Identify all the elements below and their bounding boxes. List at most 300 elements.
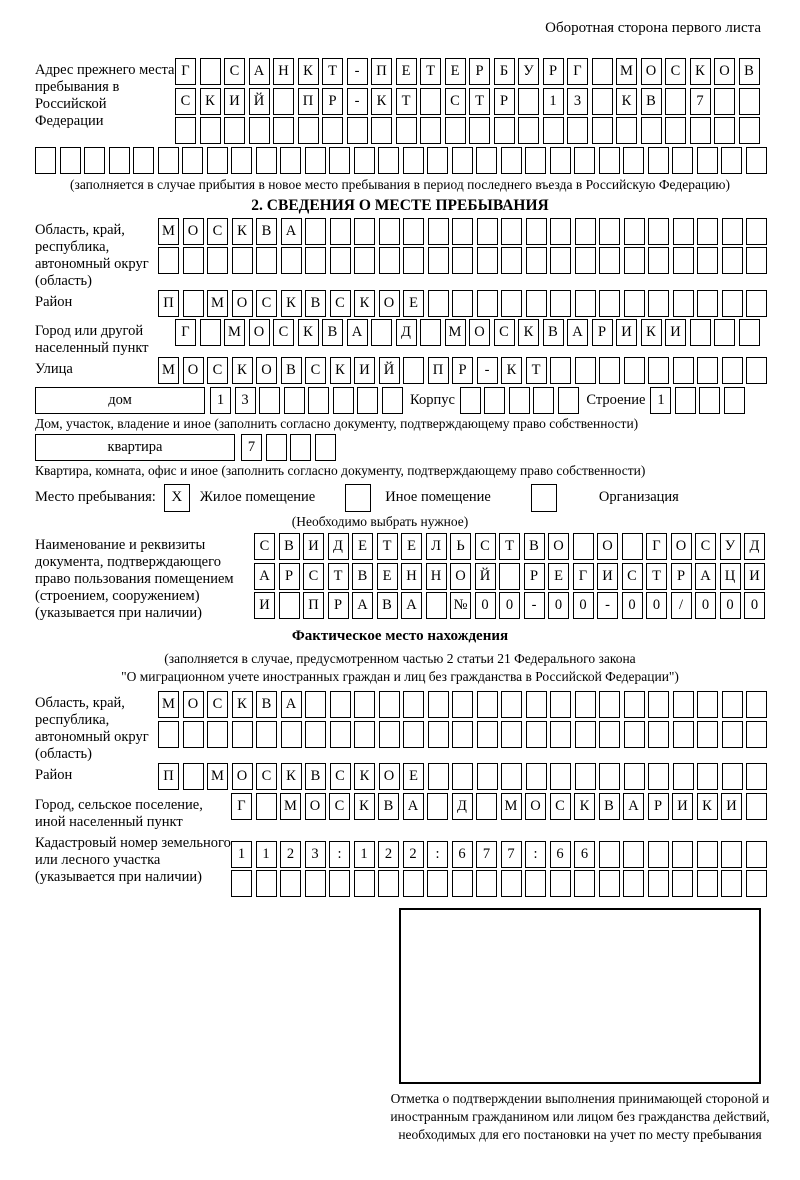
char-cell[interactable]: О (256, 357, 277, 384)
char-cell[interactable] (648, 870, 669, 897)
char-cell[interactable] (158, 247, 179, 274)
char-cell[interactable]: 0 (695, 592, 716, 619)
char-cell[interactable] (746, 147, 767, 174)
char-cell[interactable]: В (281, 357, 302, 384)
char-cell[interactable] (477, 721, 498, 748)
char-cell[interactable] (599, 870, 620, 897)
char-cell[interactable]: - (347, 88, 368, 115)
char-cell[interactable]: К (232, 357, 253, 384)
char-cell[interactable] (290, 434, 311, 461)
char-cell[interactable]: И (254, 592, 275, 619)
char-cell[interactable]: Д (396, 319, 417, 346)
char-cell[interactable] (746, 218, 767, 245)
char-cell[interactable]: С (175, 88, 196, 115)
char-cell[interactable] (175, 117, 196, 144)
char-cell[interactable] (273, 88, 294, 115)
char-cell[interactable] (673, 218, 694, 245)
char-cell[interactable] (722, 763, 743, 790)
char-cell[interactable]: Т (377, 533, 398, 560)
char-cell[interactable] (501, 691, 522, 718)
char-cell[interactable]: М (158, 357, 179, 384)
char-cell[interactable] (648, 841, 669, 868)
char-cell[interactable] (501, 247, 522, 274)
char-cell[interactable] (476, 147, 497, 174)
char-cell[interactable]: А (281, 218, 302, 245)
char-cell[interactable] (207, 247, 228, 274)
char-cell[interactable]: В (256, 691, 277, 718)
char-cell[interactable] (315, 434, 336, 461)
char-cell[interactable] (280, 870, 301, 897)
char-cell[interactable] (158, 147, 179, 174)
char-cell[interactable] (722, 290, 743, 317)
char-cell[interactable]: 6 (550, 841, 571, 868)
char-cell[interactable]: Е (352, 533, 373, 560)
char-cell[interactable] (200, 319, 221, 346)
char-cell[interactable] (690, 319, 711, 346)
char-cell[interactable] (623, 147, 644, 174)
char-cell[interactable] (665, 117, 686, 144)
char-cell[interactable] (231, 870, 252, 897)
char-cell[interactable] (477, 218, 498, 245)
char-cell[interactable] (427, 793, 448, 820)
char-cell[interactable] (259, 387, 280, 414)
char-cell[interactable] (298, 117, 319, 144)
char-cell[interactable]: П (371, 58, 392, 85)
char-cell[interactable]: К (232, 691, 253, 718)
char-cell[interactable] (672, 147, 693, 174)
char-cell[interactable] (673, 721, 694, 748)
char-cell[interactable] (232, 721, 253, 748)
char-cell[interactable] (616, 117, 637, 144)
char-cell[interactable] (599, 290, 620, 317)
char-cell[interactable]: 3 (305, 841, 326, 868)
char-cell[interactable]: С (254, 533, 275, 560)
char-cell[interactable] (622, 533, 643, 560)
char-cell[interactable] (722, 247, 743, 274)
char-cell[interactable] (575, 218, 596, 245)
char-cell[interactable] (739, 319, 760, 346)
char-cell[interactable]: С (207, 357, 228, 384)
char-cell[interactable]: О (249, 319, 270, 346)
char-cell[interactable] (249, 117, 270, 144)
char-cell[interactable] (183, 721, 204, 748)
char-cell[interactable]: : (329, 841, 350, 868)
char-cell[interactable] (673, 247, 694, 274)
char-cell[interactable] (722, 691, 743, 718)
char-cell[interactable]: В (524, 533, 545, 560)
char-cell[interactable]: 2 (280, 841, 301, 868)
char-cell[interactable] (672, 841, 693, 868)
char-cell[interactable]: И (665, 319, 686, 346)
char-cell[interactable] (501, 290, 522, 317)
char-cell[interactable] (256, 147, 277, 174)
char-cell[interactable] (354, 147, 375, 174)
char-cell[interactable]: О (232, 290, 253, 317)
char-cell[interactable] (648, 218, 669, 245)
char-cell[interactable]: Ь (450, 533, 471, 560)
char-cell[interactable] (624, 691, 645, 718)
char-cell[interactable] (428, 763, 449, 790)
char-cell[interactable] (714, 319, 735, 346)
char-cell[interactable] (460, 387, 481, 414)
char-cell[interactable]: Н (401, 563, 422, 590)
char-cell[interactable] (476, 870, 497, 897)
char-cell[interactable] (550, 763, 571, 790)
char-cell[interactable] (624, 721, 645, 748)
char-cell[interactable]: Е (403, 763, 424, 790)
char-cell[interactable] (746, 357, 767, 384)
char-cell[interactable] (494, 117, 515, 144)
char-cell[interactable]: К (641, 319, 662, 346)
char-cell[interactable]: В (599, 793, 620, 820)
char-cell[interactable] (403, 147, 424, 174)
char-cell[interactable] (477, 691, 498, 718)
char-cell[interactable]: Д (328, 533, 349, 560)
char-cell[interactable]: 1 (650, 387, 671, 414)
char-cell[interactable] (305, 147, 326, 174)
char-cell[interactable] (722, 357, 743, 384)
char-cell[interactable] (746, 721, 767, 748)
char-cell[interactable] (550, 691, 571, 718)
char-cell[interactable] (207, 147, 228, 174)
char-cell[interactable] (525, 147, 546, 174)
char-cell[interactable]: 0 (744, 592, 765, 619)
char-cell[interactable] (305, 870, 326, 897)
char-cell[interactable] (371, 319, 392, 346)
char-cell[interactable]: И (616, 319, 637, 346)
char-cell[interactable]: С (622, 563, 643, 590)
char-cell[interactable] (379, 247, 400, 274)
char-cell[interactable] (739, 117, 760, 144)
char-cell[interactable] (699, 387, 720, 414)
char-cell[interactable] (354, 218, 375, 245)
char-cell[interactable] (624, 247, 645, 274)
char-cell[interactable]: Й (475, 563, 496, 590)
char-cell[interactable] (673, 691, 694, 718)
char-cell[interactable] (426, 592, 447, 619)
char-cell[interactable] (722, 721, 743, 748)
char-cell[interactable]: 7 (241, 434, 262, 461)
char-cell[interactable]: Р (648, 793, 669, 820)
char-cell[interactable]: Т (469, 88, 490, 115)
char-cell[interactable] (403, 247, 424, 274)
char-cell[interactable]: О (548, 533, 569, 560)
char-cell[interactable]: В (543, 319, 564, 346)
char-cell[interactable] (354, 721, 375, 748)
char-cell[interactable] (182, 147, 203, 174)
char-cell[interactable]: - (477, 357, 498, 384)
char-cell[interactable] (281, 247, 302, 274)
char-cell[interactable] (550, 721, 571, 748)
char-cell[interactable] (697, 763, 718, 790)
char-cell[interactable]: 1 (543, 88, 564, 115)
char-cell[interactable] (403, 218, 424, 245)
char-cell[interactable] (518, 88, 539, 115)
char-cell[interactable]: К (518, 319, 539, 346)
char-cell[interactable]: К (501, 357, 522, 384)
char-cell[interactable] (543, 117, 564, 144)
char-cell[interactable]: С (329, 793, 350, 820)
char-cell[interactable]: С (475, 533, 496, 560)
char-cell[interactable] (714, 117, 735, 144)
char-cell[interactable] (721, 870, 742, 897)
char-cell[interactable]: Е (396, 58, 417, 85)
char-cell[interactable]: С (494, 319, 515, 346)
char-cell[interactable]: С (224, 58, 245, 85)
char-cell[interactable]: Е (401, 533, 422, 560)
char-cell[interactable] (599, 218, 620, 245)
char-cell[interactable] (599, 357, 620, 384)
char-cell[interactable]: О (183, 218, 204, 245)
char-cell[interactable]: № (450, 592, 471, 619)
char-cell[interactable]: К (281, 290, 302, 317)
char-cell[interactable] (382, 387, 403, 414)
char-cell[interactable]: Б (494, 58, 515, 85)
char-cell[interactable] (697, 218, 718, 245)
char-cell[interactable]: К (200, 88, 221, 115)
char-cell[interactable] (648, 763, 669, 790)
char-cell[interactable]: О (641, 58, 662, 85)
char-cell[interactable] (550, 147, 571, 174)
char-cell[interactable] (330, 247, 351, 274)
char-cell[interactable] (420, 88, 441, 115)
char-cell[interactable]: Н (273, 58, 294, 85)
char-cell[interactable]: Р (279, 563, 300, 590)
char-cell[interactable]: М (207, 290, 228, 317)
char-cell[interactable] (396, 117, 417, 144)
char-cell[interactable] (379, 691, 400, 718)
char-cell[interactable] (558, 387, 579, 414)
char-cell[interactable] (746, 793, 767, 820)
char-cell[interactable]: К (371, 88, 392, 115)
char-cell[interactable]: О (232, 763, 253, 790)
char-cell[interactable]: Т (499, 533, 520, 560)
char-cell[interactable] (746, 247, 767, 274)
char-cell[interactable] (641, 117, 662, 144)
char-cell[interactable]: К (354, 763, 375, 790)
char-cell[interactable] (329, 147, 350, 174)
char-cell[interactable] (452, 147, 473, 174)
char-cell[interactable]: М (616, 58, 637, 85)
char-cell[interactable]: С (303, 563, 324, 590)
char-cell[interactable] (697, 870, 718, 897)
char-cell[interactable] (665, 88, 686, 115)
char-cell[interactable]: П (298, 88, 319, 115)
char-cell[interactable] (526, 691, 547, 718)
char-cell[interactable]: К (281, 763, 302, 790)
char-cell[interactable]: У (720, 533, 741, 560)
char-cell[interactable]: О (379, 290, 400, 317)
char-cell[interactable]: К (697, 793, 718, 820)
char-cell[interactable] (183, 763, 204, 790)
char-cell[interactable] (746, 841, 767, 868)
char-cell[interactable] (322, 117, 343, 144)
char-cell[interactable]: 0 (548, 592, 569, 619)
char-cell[interactable] (509, 387, 530, 414)
char-cell[interactable] (158, 721, 179, 748)
char-cell[interactable]: П (428, 357, 449, 384)
char-cell[interactable] (525, 870, 546, 897)
char-cell[interactable] (690, 117, 711, 144)
char-cell[interactable]: Л (426, 533, 447, 560)
char-cell[interactable]: Т (646, 563, 667, 590)
char-cell[interactable] (84, 147, 105, 174)
char-cell[interactable]: Г (567, 58, 588, 85)
char-cell[interactable] (575, 721, 596, 748)
char-cell[interactable] (452, 763, 473, 790)
char-cell[interactable] (329, 870, 350, 897)
char-cell[interactable] (133, 147, 154, 174)
char-cell[interactable] (305, 247, 326, 274)
char-cell[interactable] (648, 691, 669, 718)
char-cell[interactable] (378, 147, 399, 174)
char-cell[interactable]: С (305, 357, 326, 384)
char-cell[interactable] (501, 218, 522, 245)
checkbox-organization[interactable] (531, 484, 557, 512)
char-cell[interactable]: В (322, 319, 343, 346)
char-cell[interactable] (256, 870, 277, 897)
char-cell[interactable] (746, 290, 767, 317)
char-cell[interactable]: О (525, 793, 546, 820)
char-cell[interactable] (599, 763, 620, 790)
char-cell[interactable]: О (714, 58, 735, 85)
char-cell[interactable] (428, 290, 449, 317)
char-cell[interactable] (256, 247, 277, 274)
char-cell[interactable] (403, 691, 424, 718)
char-cell[interactable]: 0 (646, 592, 667, 619)
char-cell[interactable]: М (445, 319, 466, 346)
char-cell[interactable] (675, 387, 696, 414)
char-cell[interactable] (266, 434, 287, 461)
char-cell[interactable] (550, 218, 571, 245)
char-cell[interactable] (721, 841, 742, 868)
char-cell[interactable]: О (379, 763, 400, 790)
char-cell[interactable]: П (158, 763, 179, 790)
char-cell[interactable] (452, 870, 473, 897)
char-cell[interactable]: О (183, 357, 204, 384)
char-cell[interactable]: К (616, 88, 637, 115)
char-cell[interactable]: И (721, 793, 742, 820)
char-cell[interactable]: Д (744, 533, 765, 560)
char-cell[interactable] (592, 88, 613, 115)
char-cell[interactable]: С (550, 793, 571, 820)
char-cell[interactable] (592, 117, 613, 144)
char-cell[interactable] (256, 793, 277, 820)
char-cell[interactable] (427, 870, 448, 897)
char-cell[interactable]: О (469, 319, 490, 346)
char-cell[interactable] (518, 117, 539, 144)
char-cell[interactable]: Р (328, 592, 349, 619)
char-cell[interactable] (428, 721, 449, 748)
char-cell[interactable]: В (256, 218, 277, 245)
char-cell[interactable] (477, 763, 498, 790)
char-cell[interactable] (550, 357, 571, 384)
char-cell[interactable]: К (232, 218, 253, 245)
char-cell[interactable] (624, 357, 645, 384)
char-cell[interactable] (347, 117, 368, 144)
char-cell[interactable]: А (403, 793, 424, 820)
char-cell[interactable]: А (254, 563, 275, 590)
char-cell[interactable] (357, 387, 378, 414)
char-cell[interactable]: Р (322, 88, 343, 115)
char-cell[interactable] (378, 870, 399, 897)
char-cell[interactable] (648, 290, 669, 317)
char-cell[interactable] (476, 793, 497, 820)
char-cell[interactable] (575, 357, 596, 384)
char-cell[interactable]: И (744, 563, 765, 590)
char-cell[interactable]: А (347, 319, 368, 346)
char-cell[interactable] (550, 290, 571, 317)
char-cell[interactable]: П (158, 290, 179, 317)
char-cell[interactable]: С (256, 763, 277, 790)
char-cell[interactable]: К (354, 290, 375, 317)
char-cell[interactable]: 7 (476, 841, 497, 868)
char-cell[interactable]: Н (426, 563, 447, 590)
char-cell[interactable]: Й (379, 357, 400, 384)
char-cell[interactable] (599, 691, 620, 718)
char-cell[interactable] (648, 357, 669, 384)
char-cell[interactable]: Т (328, 563, 349, 590)
char-cell[interactable] (354, 870, 375, 897)
char-cell[interactable] (697, 290, 718, 317)
char-cell[interactable] (231, 147, 252, 174)
char-cell[interactable] (697, 841, 718, 868)
char-cell[interactable]: В (641, 88, 662, 115)
char-cell[interactable]: Ц (720, 563, 741, 590)
char-cell[interactable]: 0 (573, 592, 594, 619)
char-cell[interactable] (333, 387, 354, 414)
char-cell[interactable] (746, 691, 767, 718)
char-cell[interactable] (445, 117, 466, 144)
char-cell[interactable]: 1 (354, 841, 375, 868)
char-cell[interactable] (452, 691, 473, 718)
char-cell[interactable] (697, 357, 718, 384)
char-cell[interactable]: М (158, 691, 179, 718)
char-cell[interactable]: С (207, 691, 228, 718)
char-cell[interactable] (673, 763, 694, 790)
char-cell[interactable] (452, 290, 473, 317)
char-cell[interactable]: 1 (231, 841, 252, 868)
char-cell[interactable]: К (354, 793, 375, 820)
char-cell[interactable] (648, 147, 669, 174)
char-cell[interactable] (746, 870, 767, 897)
char-cell[interactable]: В (305, 763, 326, 790)
char-cell[interactable] (673, 357, 694, 384)
char-cell[interactable]: О (671, 533, 692, 560)
char-cell[interactable] (305, 721, 326, 748)
char-cell[interactable]: С (695, 533, 716, 560)
char-cell[interactable]: Р (543, 58, 564, 85)
char-cell[interactable] (305, 691, 326, 718)
char-cell[interactable]: 7 (690, 88, 711, 115)
char-cell[interactable] (721, 147, 742, 174)
char-cell[interactable] (379, 218, 400, 245)
char-cell[interactable]: С (330, 290, 351, 317)
char-cell[interactable]: Е (377, 563, 398, 590)
char-cell[interactable] (672, 870, 693, 897)
char-cell[interactable]: И (303, 533, 324, 560)
char-cell[interactable] (526, 218, 547, 245)
char-cell[interactable] (746, 763, 767, 790)
char-cell[interactable]: С (273, 319, 294, 346)
char-cell[interactable] (567, 117, 588, 144)
char-cell[interactable]: Р (524, 563, 545, 590)
char-cell[interactable]: О (597, 533, 618, 560)
char-cell[interactable]: Т (420, 58, 441, 85)
char-cell[interactable]: 6 (574, 841, 595, 868)
char-cell[interactable]: А (281, 691, 302, 718)
char-cell[interactable] (224, 117, 245, 144)
